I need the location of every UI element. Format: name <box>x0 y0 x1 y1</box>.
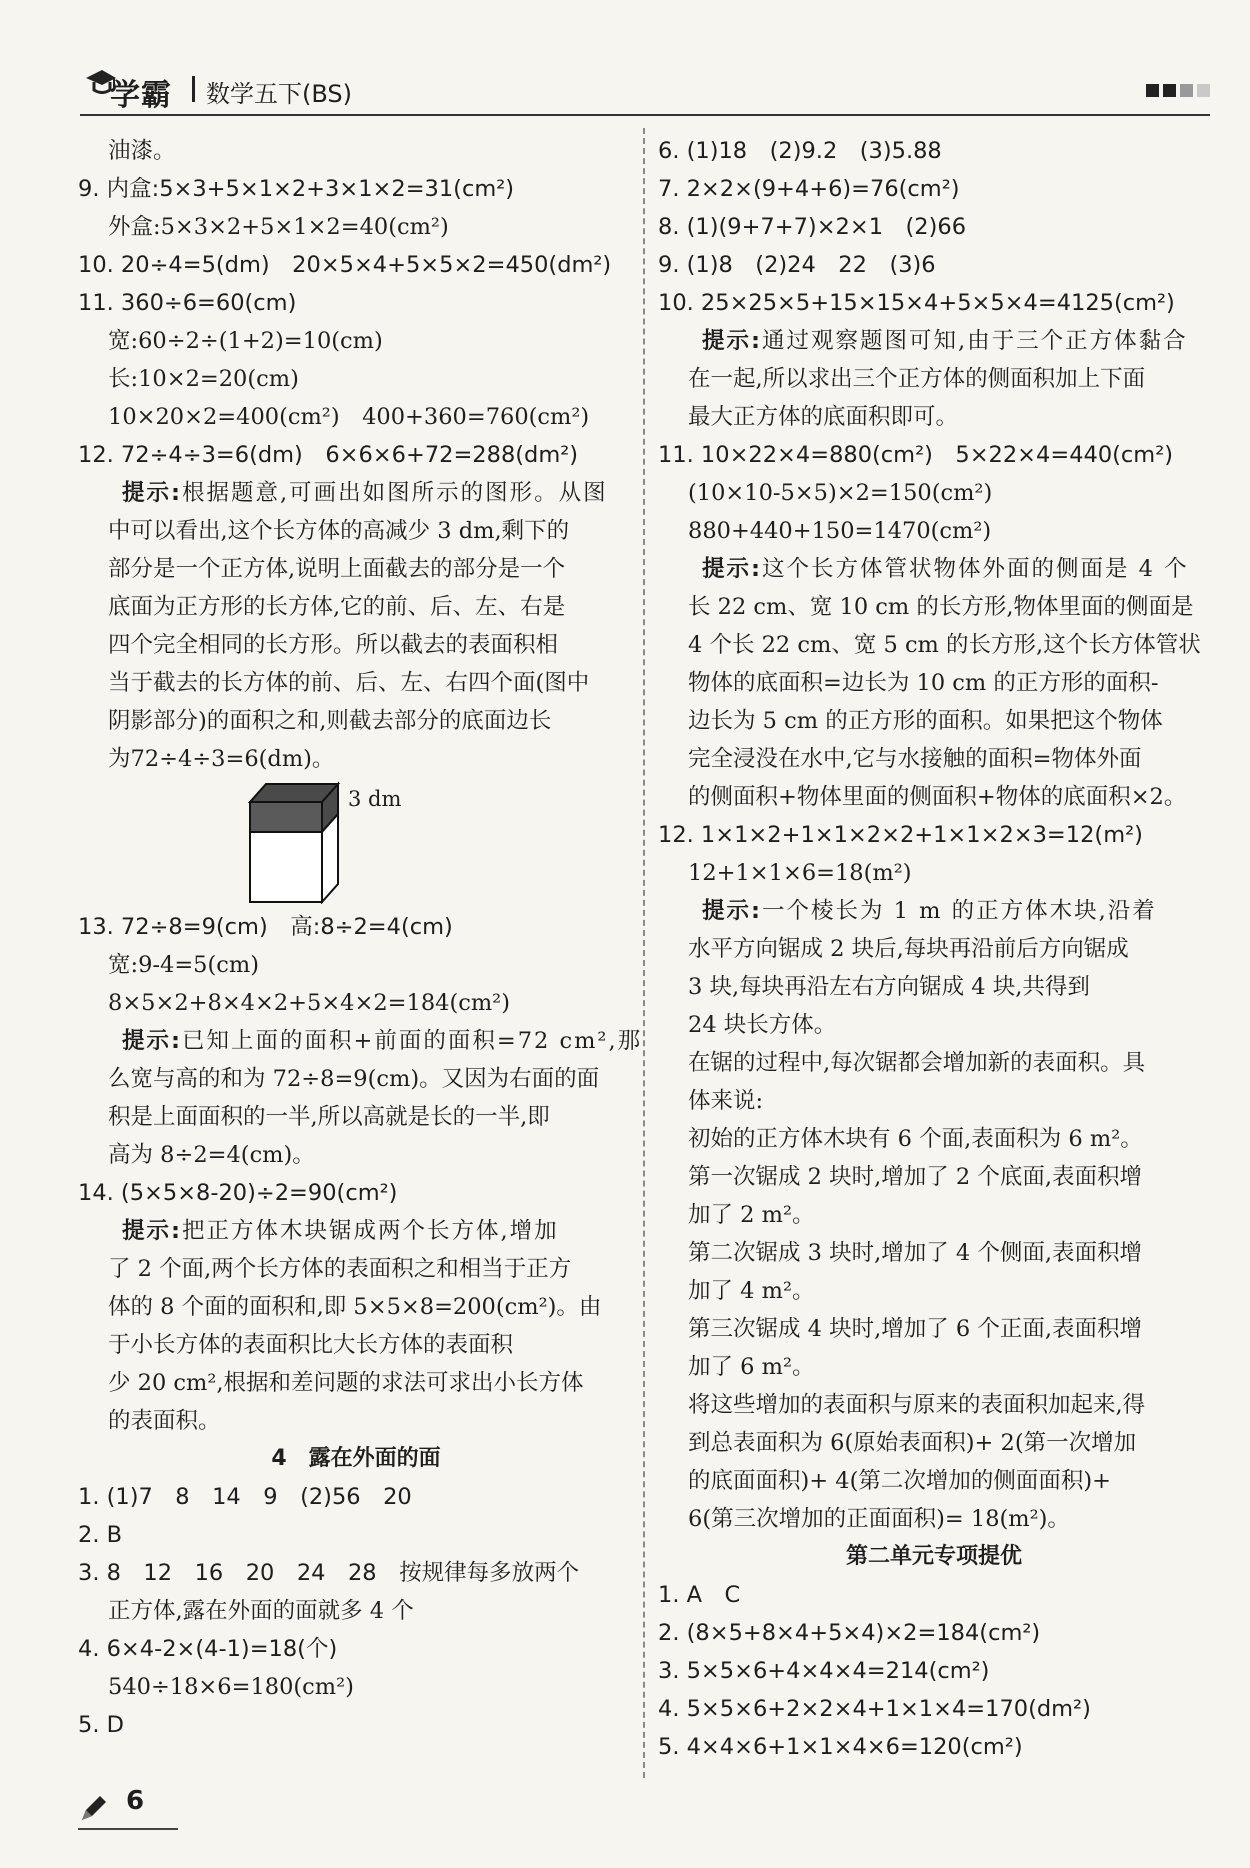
answer-4: 4. 5×5×6+2×2×4+1×1×4=170(dm²) <box>658 1696 1091 1722</box>
hint-text: 这个长方体管状物体外面的侧面是 4 个 <box>762 556 1189 582</box>
hint-line: 的侧面积+物体里面的侧面积+物体的底面积×2。 <box>688 784 1187 810</box>
answer-12: 12. 1×1×2+1×1×2×2+1×1×2×3=12(m²) <box>658 822 1143 848</box>
hint-line: 物体的底面积=边长为 10 cm 的正方形的面积- <box>688 670 1159 696</box>
hint-line: 体的 8 个面的面积和,即 5×5×8=200(cm²)。由 <box>108 1294 602 1320</box>
hint-line: 了 2 个面,两个长方体的表面积之和相当于正方 <box>108 1256 572 1282</box>
hint-line: 边长为 5 cm 的正方形的面积。如果把这个物体 <box>688 708 1163 734</box>
hint-line: 长 22 cm、宽 10 cm 的长方形,物体里面的侧面是 <box>688 594 1194 620</box>
hint-text: 把正方体木块锯成两个长方体,增加 <box>182 1218 559 1244</box>
answer-9: 9. 内盒:5×3+5×1×2+3×1×2=31(cm²) <box>78 176 515 202</box>
hint-line <box>658 550 1210 588</box>
cuboid-diagram <box>248 780 348 904</box>
hint-label: 提示: <box>702 898 762 924</box>
answer-2: 2. (8×5+8×4+5×4)×2=184(cm²) <box>658 1620 1041 1646</box>
answer-14: 14. (5×5×8-20)÷2=90(cm²) <box>78 1180 398 1206</box>
hint-line <box>78 1022 643 1060</box>
hint-line: 最大正方体的底面积即可。 <box>688 404 959 430</box>
hint-line <box>78 474 634 512</box>
hint-line: 的底面面积)+ 4(第二次增加的侧面面积)+ <box>688 1468 1112 1494</box>
hint-line: 部分是一个正方体,说明上面截去的部分是一个 <box>108 556 566 582</box>
section-heading: 4 露在外面的面 <box>271 1446 441 1471</box>
answer-8: 8. (1)(9+7+7)×2×1 (2)66 <box>658 214 967 240</box>
hint-label: 提示: <box>122 1028 182 1054</box>
answer-10: 10. 25×25×5+15×15×4+5×5×4=4125(cm²) <box>658 290 1175 316</box>
answer-3: 3. 8 12 16 20 24 28 按规律每多放两个 <box>78 1560 580 1586</box>
answer-line: 正方体,露在外面的面就多 4 个 <box>108 1598 414 1624</box>
answer-1: 1. (1)7 8 14 9 (2)56 20 <box>78 1484 412 1510</box>
hint-line: 阴影部分)的面积之和,则截去部分的底面边长 <box>108 708 552 734</box>
brand-logo: 学霸 <box>110 78 172 113</box>
hint-line: 为72÷4÷3=6(dm)。 <box>108 746 335 772</box>
hint-line: 中可以看出,这个长方体的高减少 3 dm,剩下的 <box>108 518 570 544</box>
hint-line: 当于截去的长方体的前、后、左、右四个面(图中 <box>108 670 590 696</box>
hint-line: 4 个长 22 cm、宽 5 cm 的长方形,这个长方体管状 <box>688 632 1201 658</box>
answer-line: 12+1×1×6=18(m²) <box>688 860 912 886</box>
answer-line: 10×20×2=400(cm²) 400+360=760(cm²) <box>108 404 590 430</box>
answer-line: 880+440+150=1470(cm²) <box>688 518 992 544</box>
answer-4: 4. 6×4-2×(4-1)=18(个) <box>78 1636 338 1662</box>
hint-label: 提示: <box>702 556 762 582</box>
hint-line <box>78 1212 634 1250</box>
hint-line: 高为 8÷2=4(cm)。 <box>108 1142 315 1168</box>
answer-10: 10. 20÷4=5(dm) 20×5×4+5×5×2=450(dm²) <box>78 252 612 278</box>
answer-5: 5. 4×4×6+1×1×4×6=120(cm²) <box>658 1734 1023 1760</box>
answer-12: 12. 72÷4÷3=6(dm) 6×6×6+72=288(dm²) <box>78 442 579 468</box>
answer-1: 1. A C <box>658 1582 741 1608</box>
hint-line: 加了 4 m²。 <box>688 1278 815 1304</box>
hint-line: 加了 6 m²。 <box>688 1354 815 1380</box>
hint-line: 第一次锯成 2 块时,增加了 2 个底面,表面积增 <box>688 1164 1143 1190</box>
answer-11: 11. 10×22×4=880(cm²) 5×22×4=440(cm²) <box>658 442 1174 468</box>
answer-6: 6. (1)18 (2)9.2 (3)5.88 <box>658 138 942 164</box>
hint-line: 少 20 cm²,根据和差问题的求法可求出小长方体 <box>108 1370 584 1396</box>
page-number: 6 <box>126 1786 145 1816</box>
answer-2: 2. B <box>78 1522 123 1548</box>
answer-3: 3. 5×5×6+4×4×4=214(cm²) <box>658 1658 990 1684</box>
answer-line: 宽:9-4=5(cm) <box>108 952 259 978</box>
right-column <box>658 132 1210 1766</box>
hint-text: 通过观察题图可知,由于三个正方体黏合 <box>762 328 1188 354</box>
hint-line: 3 块,每块再沿左右方向锯成 4 块,共得到 <box>688 974 1090 1000</box>
answer-13: 13. 72÷8=9(cm) 高:8÷2=4(cm) <box>78 914 453 940</box>
hint-line: 么宽与高的和为 72÷8=9(cm)。又因为右面的面 <box>108 1066 600 1092</box>
hint-line: 底面为正方形的长方体,它的前、后、左、右是 <box>108 594 566 620</box>
hint-line: 初始的正方体木块有 6 个面,表面积为 6 m²。 <box>688 1126 1143 1152</box>
answer-7: 7. 2×2×(9+4+6)=76(cm²) <box>658 176 960 202</box>
answer-11: 11. 360÷6=60(cm) <box>78 290 297 316</box>
header-rule <box>80 114 1210 116</box>
hint-text: 一个棱长为 1 m 的正方体木块,沿着 <box>762 898 1157 924</box>
book-title: 数学五下(BS) <box>206 80 353 108</box>
hint-line: 在锯的过程中,每次锯都会增加新的表面积。具 <box>688 1050 1146 1076</box>
hint-label: 提示: <box>122 1218 182 1244</box>
hint-line: 将这些增加的表面积与原来的表面积加起来,得 <box>688 1392 1146 1418</box>
hint-text: 已知上面的面积+前面的面积=72 cm²,那 <box>182 1028 643 1054</box>
hint-line: 第三次锯成 4 块时,增加了 6 个正面,表面积增 <box>688 1316 1143 1342</box>
answer-line: 8×5×2+8×4×2+5×4×2=184(cm²) <box>108 990 510 1016</box>
column-divider <box>643 128 645 1778</box>
left-column <box>78 132 643 1744</box>
answer-line: 长:10×2=20(cm) <box>108 366 299 392</box>
answer-line: 540÷18×6=180(cm²) <box>108 1674 354 1700</box>
cuboid-figure <box>248 780 634 904</box>
answer-line: 宽:60÷2÷(1+2)=10(cm) <box>108 328 383 354</box>
hint-line: 到总表面积为 6(原始表面积)+ 2(第一次增加 <box>688 1430 1137 1456</box>
answer-line: 油漆。 <box>108 138 176 164</box>
hint-line: 6(第三次增加的正面面积)= 18(m²)。 <box>688 1506 1070 1532</box>
answer-line: 外盒:5×3×2+5×1×2=40(cm²) <box>108 214 449 240</box>
hint-line: 在一起,所以求出三个正方体的侧面积加上下面 <box>688 366 1146 392</box>
hint-label: 提示: <box>702 328 762 354</box>
header-separator <box>192 76 195 102</box>
hint-line: 第二次锯成 3 块时,增加了 4 个侧面,表面积增 <box>688 1240 1143 1266</box>
answer-9: 9. (1)8 (2)24 22 (3)6 <box>658 252 936 278</box>
hint-text: 根据题意,可画出如图所示的图形。从图 <box>182 480 608 506</box>
hint-line: 的表面积。 <box>108 1408 221 1434</box>
hint-line: 加了 2 m²。 <box>688 1202 815 1228</box>
page-header <box>80 62 1210 118</box>
hint-line <box>658 892 1210 930</box>
hint-line: 四个完全相同的长方形。所以截去的表面积相 <box>108 632 559 658</box>
answer-5: 5. D <box>78 1712 124 1738</box>
pencil-icon <box>78 1792 110 1824</box>
answer-line: (10×10-5×5)×2=150(cm²) <box>688 480 993 506</box>
dimension-label: 3 dm <box>348 787 402 811</box>
hint-line: 完全浸没在水中,它与水接触的面积=物体外面 <box>688 746 1142 772</box>
hint-label: 提示: <box>122 480 182 506</box>
hint-line: 水平方向锯成 2 块后,每块再沿前后方向锯成 <box>688 936 1129 962</box>
hint-line: 积是上面面积的一半,所以高就是长的一半,即 <box>108 1104 550 1130</box>
section-heading: 第二单元专项提优 <box>845 1544 1022 1569</box>
hint-line: 于小长方体的表面积比大长方体的表面积 <box>108 1332 514 1358</box>
hint-line: 体来说: <box>688 1088 764 1114</box>
footer-rule <box>78 1828 178 1830</box>
header-decoration <box>1142 82 1210 101</box>
hint-line <box>658 322 1210 360</box>
hint-line: 24 块长方体。 <box>688 1012 837 1038</box>
